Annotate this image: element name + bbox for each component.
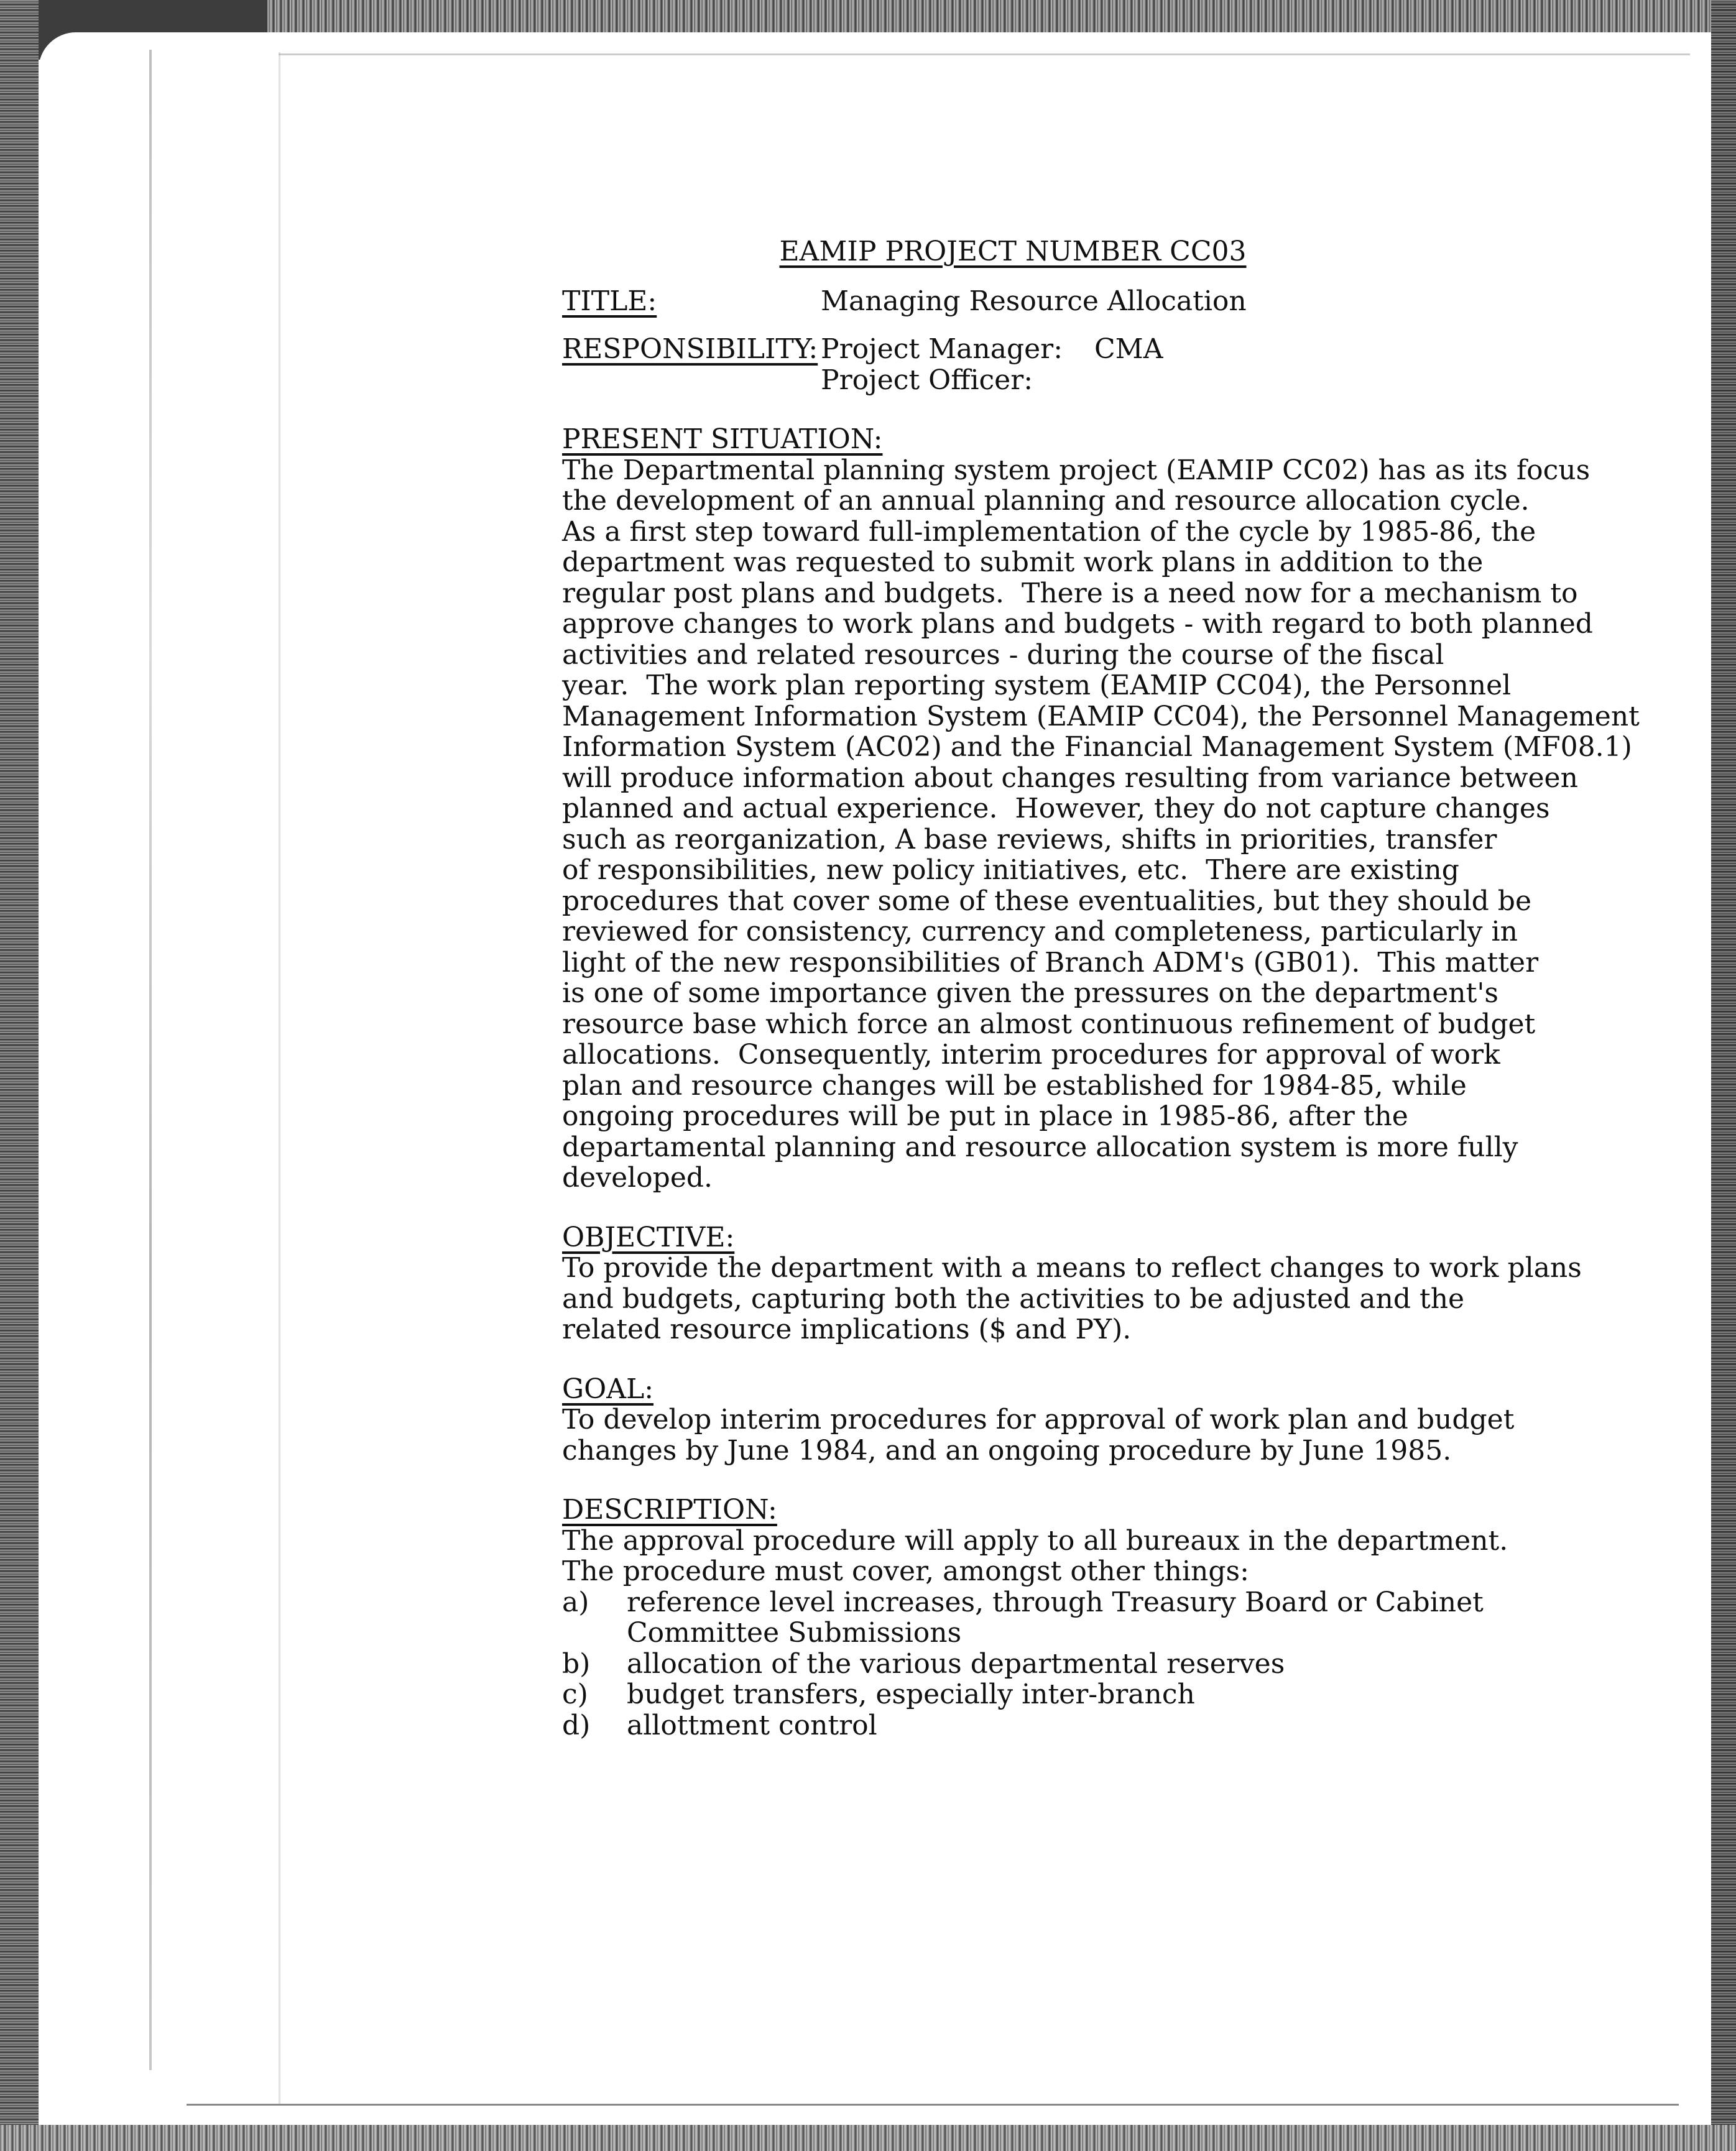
text-line: The Departmental planning system project (EAMIP CC02) has as its focus [562, 454, 1591, 486]
text-line: department was requested to submit work plans in addition to the [562, 546, 1484, 578]
text-line: The procedure must cover, amongst other things: [562, 1555, 1249, 1587]
present-situation-text [562, 455, 1656, 1194]
top-rule [279, 53, 1690, 55]
project-number: EAMIP PROJECT NUMBER CC03 [779, 236, 1247, 267]
text-line: As a first step toward full-implementation of the cycle by 1985-86, the [562, 515, 1536, 548]
objective-heading: OBJECTIVE: [562, 1221, 735, 1253]
bottom-rule [187, 2104, 1679, 2106]
responsibility-row [562, 334, 1656, 395]
list-item [562, 1649, 1656, 1680]
text-line: of responsibilities, new policy initiatives, etc. There are existing [562, 854, 1459, 886]
title-row [562, 286, 1656, 317]
binding-fold-line [149, 50, 152, 2070]
text-line: related resource implications ($ and PY). [562, 1314, 1132, 1345]
text-line: departamental planning and resource allocation system is more fully [562, 1131, 1518, 1163]
text-line: developed. [562, 1162, 713, 1194]
text-line: Management Information System (EAMIP CC04), the Personnel Management [562, 700, 1640, 732]
text-line: The approval procedure will apply to all bureaux in the department. [562, 1524, 1508, 1557]
responsibility-values [821, 334, 1163, 395]
text-line: reviewed for consistency, currency and completeness, particularly in [562, 916, 1518, 947]
list-marker: d) [562, 1709, 591, 1741]
goal-text [562, 1404, 1656, 1466]
page-header [643, 236, 1383, 267]
text-line: changes by June 1984, and an ongoing procedure by June 1985. [562, 1434, 1452, 1467]
goal-heading: GOAL: [562, 1373, 654, 1405]
text-line: is one of some importance given the pressures on the department's [562, 977, 1498, 1009]
project-officer-line [821, 365, 1163, 396]
text-line: the development of an annual planning and resource allocation cycle. [562, 485, 1530, 517]
text-line: approve changes to work plans and budgets - with regard to both planned [562, 608, 1593, 640]
list-item-text: budget transfers, especially inter-branch [627, 1679, 1195, 1710]
project-manager-key: Project Manager: [821, 333, 1063, 365]
list-item-text: reference level increases, through Treasury Board or Cabinet Committee Submissions [627, 1586, 1484, 1649]
list-marker: b) [562, 1647, 591, 1680]
project-officer-key: Project Officer: [821, 364, 1033, 396]
list-item [562, 1587, 1656, 1649]
text-line: light of the new responsibilities of Branch ADM's (GB01). This matter [562, 946, 1539, 979]
scan-edge-bottom [0, 2125, 1736, 2151]
text-line: and budgets, capturing both the activities to be adjusted and the [562, 1283, 1465, 1315]
text-line: regular post plans and budgets. There is a need now for a mechanism to [562, 577, 1578, 609]
list-item-text: allocation of the various departmental reserves [627, 1647, 1285, 1680]
text-line: ongoing procedures will be put in place in 1985-86, after the [562, 1100, 1408, 1132]
scan-edge-right [1711, 0, 1736, 2151]
text-line: year. The work plan reporting system (EAMIP CC04), the Personnel [562, 670, 1512, 701]
list-item [562, 1679, 1656, 1710]
text-line: procedures that cover some of these eventualities, but they should be [562, 885, 1531, 917]
text-line: activities and related resources - during the course of the fiscal [562, 638, 1444, 671]
present-situation-heading: PRESENT SITUATION: [562, 423, 883, 455]
scan-edge-left [0, 0, 39, 2151]
description-text [562, 1526, 1656, 1741]
project-manager-value: CMA [1094, 333, 1163, 365]
list-marker: c) [562, 1679, 588, 1710]
text-line: To provide the department with a means to reflect changes to work plans [562, 1252, 1582, 1284]
title-value: Managing Resource Allocation [821, 285, 1247, 317]
description-list [562, 1587, 1656, 1741]
project-manager-line [821, 334, 1163, 365]
margin-line [279, 52, 280, 2104]
list-item [562, 1710, 1656, 1741]
text-line: such as reorganization, A base reviews, shifts in priorities, transfer [562, 823, 1497, 855]
description-heading: DESCRIPTION: [562, 1494, 777, 1526]
responsibility-label: RESPONSIBILITY: [562, 333, 818, 365]
objective-text [562, 1253, 1656, 1345]
title-label: TITLE: [562, 285, 657, 317]
text-line: planned and actual experience. However, they do not capture changes [562, 793, 1550, 824]
list-item-text: allottment control [627, 1709, 877, 1741]
list-marker: a) [562, 1586, 589, 1618]
document-body [562, 236, 1656, 1741]
text-line: Information System (AC02) and the Financial Management System (MF08.1) [562, 731, 1632, 763]
text-line: will produce information about changes resulting from variance between [562, 762, 1578, 794]
text-line: resource base which force an almost continuous refinement of budget [562, 1008, 1536, 1040]
text-line: plan and resource changes will be established for 1984-85, while [562, 1069, 1467, 1102]
text-line: allocations. Consequently, interim procedures for approval of work [562, 1039, 1500, 1071]
text-line: To develop interim procedures for approval of work plan and budget [562, 1404, 1515, 1435]
